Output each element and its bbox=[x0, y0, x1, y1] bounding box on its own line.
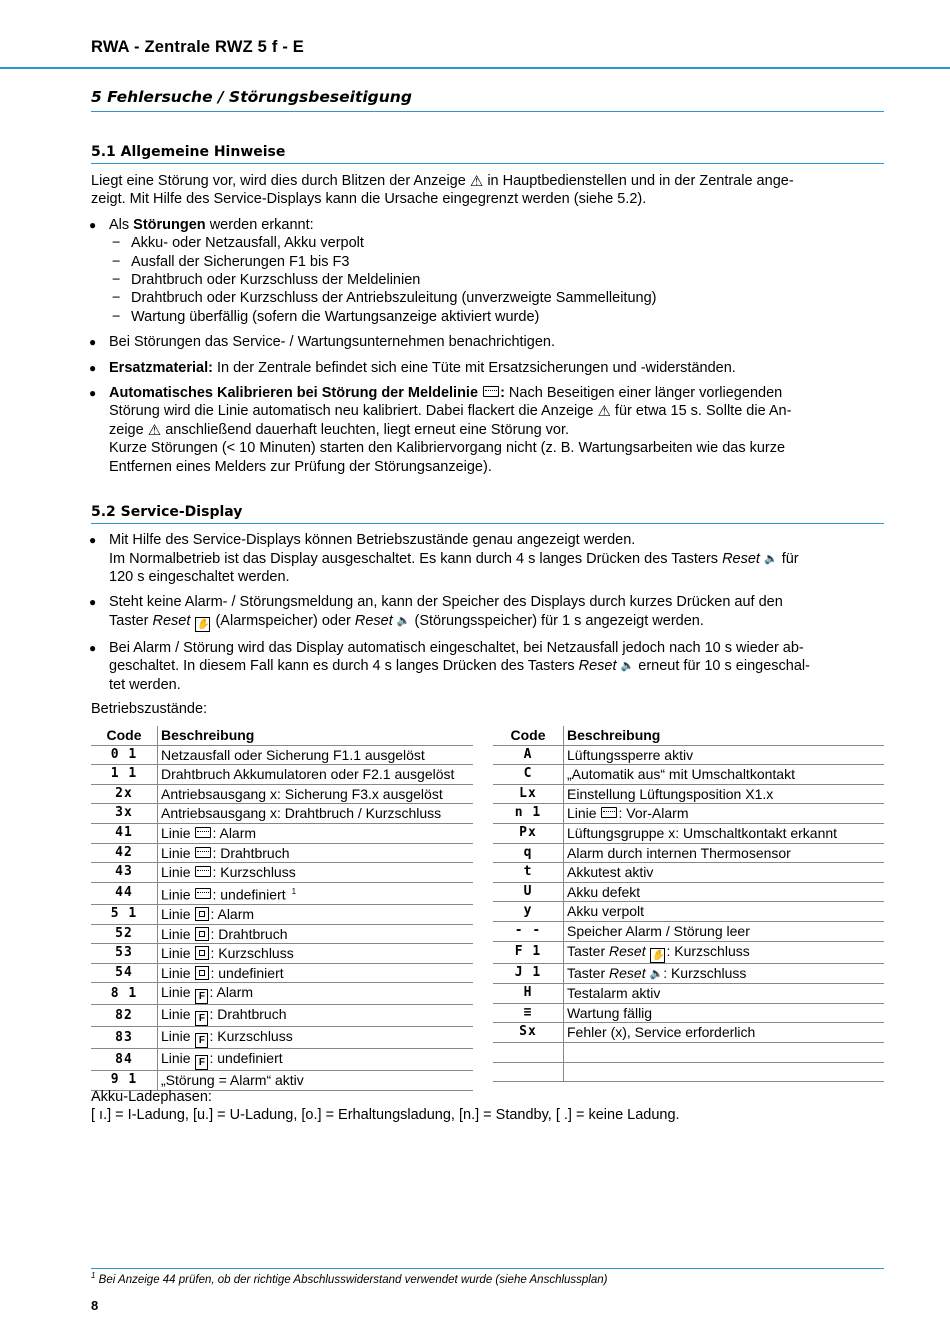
status-code: 41 bbox=[91, 823, 158, 843]
status-description bbox=[564, 745, 885, 765]
table-row bbox=[91, 1027, 473, 1049]
status-description bbox=[564, 784, 885, 804]
reset-label: Reset bbox=[578, 658, 617, 675]
status-code: n 1 bbox=[493, 804, 564, 824]
status-description bbox=[158, 863, 474, 883]
bullet-text: Im Normalbetrieb ist das Display ausgeschaltet. Es kann durch 4 s langes Drücken des Tasters bbox=[109, 550, 723, 567]
status-code: F 1 bbox=[493, 941, 564, 963]
document-title: RWA - Zentrale RWZ 5 f - E bbox=[91, 38, 304, 56]
status-description bbox=[158, 823, 474, 843]
description-text: : Kurzschluss bbox=[663, 964, 747, 981]
fault-item: − Akku- oder Netzausfall, Akku verpolt bbox=[109, 234, 884, 252]
description-text: : undefiniert bbox=[210, 964, 284, 981]
description-text: Drahtbruch Akkumulatoren oder F2.1 ausgelöst bbox=[161, 766, 455, 783]
bullet-text: für bbox=[777, 550, 799, 567]
description-text: Akkutest aktiv bbox=[567, 864, 654, 881]
table-row bbox=[493, 1003, 884, 1023]
bullet-text: 120 s eingeschaltet werden. bbox=[109, 568, 290, 585]
description-text: Alarm durch internen Thermosensor bbox=[567, 844, 791, 861]
detector-line-icon bbox=[195, 888, 211, 899]
description-text: : Kurzschluss bbox=[209, 1028, 293, 1045]
status-description bbox=[158, 804, 474, 824]
section-5-1-intro bbox=[91, 172, 884, 209]
speaker-icon: 🔈 bbox=[396, 614, 411, 627]
status-code: 54 bbox=[91, 963, 158, 983]
description-text: Lüftungssperre aktiv bbox=[567, 746, 694, 763]
description-text: Linie bbox=[161, 1028, 195, 1045]
status-description bbox=[158, 924, 474, 944]
detector-line-icon bbox=[601, 807, 617, 818]
status-description bbox=[564, 823, 885, 843]
bullet-bold: Störungen bbox=[133, 216, 206, 233]
status-code: - - bbox=[493, 921, 564, 941]
bullet-text: anschließend dauerhaft leuchten, liegt erneut eine Störung vor. bbox=[165, 421, 570, 438]
bullet-text: zeige bbox=[109, 421, 144, 438]
description-text: : Kurzschluss bbox=[212, 864, 296, 881]
bullet-text: werden erkannt: bbox=[205, 216, 314, 233]
list-item bbox=[91, 593, 884, 631]
column-header-description: Beschreibung bbox=[564, 726, 885, 745]
table-row bbox=[493, 921, 884, 941]
status-description bbox=[564, 804, 885, 824]
table-row bbox=[493, 823, 884, 843]
description-text: Taster bbox=[567, 942, 610, 959]
reset-label: Reset bbox=[609, 964, 646, 981]
description-text: „Automatik aus“ mit Umschaltkontakt bbox=[567, 766, 795, 783]
status-code: 2x bbox=[91, 784, 158, 804]
status-code: 44 bbox=[91, 882, 158, 904]
states-label: Betriebszustände: bbox=[91, 700, 208, 717]
bullet-text: Störung wird die Linie automatisch neu kalibriert. Dabei flackert die Anzeige bbox=[109, 403, 594, 420]
status-code: 8 1 bbox=[91, 983, 158, 1005]
status-description bbox=[158, 882, 474, 904]
status-code: 53 bbox=[91, 944, 158, 964]
table-row bbox=[493, 963, 884, 984]
table-row bbox=[493, 843, 884, 863]
table-row bbox=[493, 1062, 884, 1082]
description-text: : Alarm bbox=[210, 906, 255, 922]
smoke-detector-icon bbox=[195, 907, 209, 921]
description-text: : Kurzschluss bbox=[210, 945, 294, 962]
footnote-text: Bei Anzeige 44 prüfen, ob der richtige Abschlusswiderstand verwendet wurde (siehe Anschlussplan) bbox=[95, 1273, 608, 1286]
status-code: 42 bbox=[91, 843, 158, 863]
status-code: J 1 bbox=[493, 963, 564, 984]
status-description bbox=[158, 765, 474, 785]
status-code: 3x bbox=[91, 804, 158, 824]
description-text: Netzausfall oder Sicherung F1.1 ausgelöst bbox=[161, 746, 425, 763]
alarm-reset-icon: ✋ bbox=[196, 618, 210, 630]
description-text: : undefiniert bbox=[209, 1050, 283, 1067]
table-row bbox=[91, 804, 473, 824]
status-table-right bbox=[493, 726, 884, 1082]
table-row bbox=[91, 882, 473, 904]
charging-phases-label: Akku-Ladephasen: bbox=[91, 1089, 212, 1105]
table-row bbox=[91, 1049, 473, 1071]
warning-icon: ⚠ bbox=[147, 421, 162, 439]
status-description bbox=[564, 1062, 885, 1082]
status-description bbox=[158, 745, 474, 765]
table-row bbox=[91, 863, 473, 883]
status-code: 83 bbox=[91, 1027, 158, 1049]
list-item bbox=[91, 216, 884, 326]
bullet-text: Entfernen eines Melders zur Prüfung der Störungsanzeige). bbox=[109, 458, 492, 475]
status-code: 82 bbox=[91, 1005, 158, 1027]
status-code bbox=[493, 1062, 564, 1082]
smoke-detector-icon bbox=[195, 927, 209, 941]
status-description bbox=[158, 784, 474, 804]
status-code: 1 1 bbox=[91, 765, 158, 785]
bullet-text: (Störungsspeicher) für 1 s angezeigt werden. bbox=[410, 612, 704, 629]
status-code: 9 1 bbox=[91, 1071, 158, 1091]
description-text: Linie bbox=[161, 964, 195, 981]
bullet-text: geschaltet. In diesem Fall kann es durch 4 s langes Drücken des Tasters bbox=[109, 658, 579, 675]
smoke-detector-icon bbox=[195, 946, 209, 960]
description-text: : Alarm bbox=[212, 824, 257, 841]
fault-list bbox=[109, 234, 884, 326]
section-5-2-title: 5.2 Service-Display bbox=[91, 504, 884, 524]
fault-item: − Drahtbruch oder Kurzschluss der Meldelinien bbox=[109, 271, 884, 289]
bullet-text: In der Zentrale befindet sich eine Tüte mit Ersatzsicherungen und -widerständen. bbox=[212, 359, 736, 376]
table-row bbox=[493, 1023, 884, 1043]
status-code: 5 1 bbox=[91, 905, 158, 925]
main-content bbox=[91, 88, 884, 718]
status-description bbox=[564, 921, 885, 941]
speaker-icon: 🔈 bbox=[649, 967, 664, 980]
status-code: Px bbox=[493, 823, 564, 843]
column-header-code: Code bbox=[91, 726, 158, 745]
description-text: : Drahtbruch bbox=[210, 925, 288, 942]
table-row bbox=[91, 944, 473, 964]
charging-phases-text: [ ı.] = I-Ladung, [u.] = U-Ladung, [o.] = Erhaltungsladung, [n.] = Standby, [ .] = keine Ladung. bbox=[91, 1107, 680, 1124]
f-line-icon: F bbox=[195, 989, 208, 1004]
section-5-1-title: 5.1 Allgemeine Hinweise bbox=[91, 144, 884, 164]
detector-line-icon bbox=[195, 866, 211, 877]
bullet-text: Als bbox=[109, 216, 134, 233]
status-description bbox=[564, 984, 885, 1004]
header-rule bbox=[0, 67, 950, 69]
footnote bbox=[91, 1271, 607, 1286]
description-text: Linie bbox=[161, 886, 195, 903]
description-text: Linie bbox=[161, 824, 195, 841]
description-text: : Kurzschluss bbox=[666, 942, 750, 959]
description-text: „Störung = Alarm“ aktiv bbox=[161, 1072, 304, 1089]
status-description bbox=[564, 882, 885, 902]
status-description bbox=[564, 941, 885, 963]
description-text: Lüftungsgruppe x: Umschaltkontakt erkannt bbox=[567, 824, 838, 841]
status-description bbox=[564, 1003, 885, 1023]
status-code: 84 bbox=[91, 1049, 158, 1071]
table-row bbox=[493, 882, 884, 902]
section-5-1-bullets bbox=[91, 216, 884, 476]
f-line-icon: F bbox=[195, 1055, 208, 1070]
status-code: y bbox=[493, 902, 564, 922]
status-description bbox=[158, 963, 474, 983]
description-text: Linie bbox=[161, 906, 195, 922]
bullet-bold: : bbox=[500, 385, 505, 402]
reset-label: Reset bbox=[354, 612, 393, 629]
table-row bbox=[91, 823, 473, 843]
reset-label: Reset bbox=[152, 612, 191, 629]
table-row bbox=[91, 843, 473, 863]
table-row bbox=[91, 924, 473, 944]
table-row bbox=[493, 984, 884, 1004]
column-header-code: Code bbox=[493, 726, 564, 745]
table-row bbox=[91, 963, 473, 983]
table-row bbox=[493, 941, 884, 963]
table-row bbox=[91, 784, 473, 804]
footnote-rule bbox=[91, 1268, 884, 1269]
section-5-2-bullets bbox=[91, 531, 884, 694]
status-description bbox=[564, 863, 885, 883]
intro-text-c: zeigt. Mit Hilfe des Service-Displays kann die Ursache eingegrenzt werden (siehe 5.2). bbox=[91, 191, 647, 208]
description-text: : Drahtbruch bbox=[209, 1006, 287, 1023]
bullet-text: Bei Alarm / Störung wird das Display automatisch eingeschaltet, bei Netzausfall jedoch nach 10 s wieder ab- bbox=[109, 639, 804, 656]
intro-text-a: Liegt eine Störung vor, wird dies durch Blitzen der Anzeige bbox=[91, 173, 466, 189]
status-code: t bbox=[493, 863, 564, 883]
description-text: Antriebsausgang x: Sicherung F3.x ausgelöst bbox=[161, 785, 443, 802]
description-text: Antriebsausgang x: Drahtbruch / Kurzschluss bbox=[161, 805, 442, 822]
speaker-icon: 🔈 bbox=[763, 552, 778, 565]
bullet-text: für etwa 15 s. Sollte die An- bbox=[614, 403, 792, 420]
bullet-text: Nach Beseitigen einer länger vorliegenden bbox=[504, 385, 783, 402]
status-description bbox=[564, 902, 885, 922]
description-text: : undefiniert bbox=[212, 886, 286, 903]
bullet-text: Steht keine Alarm- / Störungsmeldung an, kann der Speicher des Displays durch kurzes Drücken auf den bbox=[109, 594, 783, 611]
alarm-reset-icon: ✋ bbox=[651, 949, 665, 961]
list-item bbox=[91, 384, 884, 476]
status-description bbox=[158, 944, 474, 964]
description-text: Linie bbox=[161, 925, 195, 942]
status-description bbox=[158, 983, 474, 1005]
f-line-icon: F bbox=[195, 1011, 208, 1026]
status-description bbox=[158, 905, 474, 925]
status-description bbox=[564, 963, 885, 984]
bullet-text: (Alarmspeicher) oder bbox=[211, 612, 355, 629]
status-code: U bbox=[493, 882, 564, 902]
f-line-icon: F bbox=[195, 1033, 208, 1048]
description-text: Linie bbox=[567, 805, 601, 822]
table-row bbox=[493, 784, 884, 804]
list-item bbox=[91, 333, 884, 351]
status-table-left bbox=[91, 726, 473, 1091]
status-code: q bbox=[493, 843, 564, 863]
bullet-text: Bei Störungen das Service- / Wartungsunternehmen benachrichtigen. bbox=[109, 334, 555, 351]
bullet-bold: Automatisches Kalibrieren bei Störung der Meldelinie bbox=[109, 385, 479, 402]
description-text: : Alarm bbox=[209, 984, 254, 1001]
reset-label: Reset bbox=[609, 942, 646, 959]
bullet-text: erneut für 10 s eingeschal- bbox=[634, 658, 810, 675]
page-header bbox=[0, 0, 950, 68]
warning-icon: ⚠ bbox=[597, 403, 611, 421]
description-text: Testalarm aktiv bbox=[567, 985, 661, 1002]
status-code: C bbox=[493, 765, 564, 785]
table-row bbox=[493, 745, 884, 765]
description-text: Einstellung Lüftungsposition X1.x bbox=[567, 785, 774, 802]
detector-line-icon bbox=[483, 386, 499, 397]
bullet-text: Mit Hilfe des Service-Displays können Betriebszustände genau angezeigt werden. bbox=[109, 532, 636, 549]
smoke-detector-icon bbox=[195, 966, 209, 980]
description-text: Linie bbox=[161, 844, 195, 861]
bullet-text: tet werden. bbox=[109, 676, 181, 693]
status-code: Lx bbox=[493, 784, 564, 804]
table-row bbox=[493, 804, 884, 824]
description-text: Taster bbox=[567, 964, 610, 981]
warning-icon: ⚠ bbox=[469, 173, 484, 190]
description-text: Wartung fällig bbox=[567, 1004, 653, 1021]
table-row bbox=[91, 905, 473, 925]
description-text: Linie bbox=[161, 864, 195, 881]
list-item bbox=[91, 531, 884, 586]
detector-line-icon bbox=[195, 827, 211, 838]
table-row bbox=[91, 765, 473, 785]
list-item bbox=[91, 639, 884, 694]
status-code: Sx bbox=[493, 1023, 564, 1043]
description-text: Speicher Alarm / Störung leer bbox=[567, 922, 750, 939]
column-header-description: Beschreibung bbox=[158, 726, 474, 745]
table-row bbox=[91, 1005, 473, 1027]
status-code: 0 1 bbox=[91, 745, 158, 765]
description-text: Linie bbox=[161, 945, 195, 962]
table-row bbox=[493, 902, 884, 922]
chapter-title: 5 Fehlersuche / Störungsbeseitigung bbox=[91, 88, 884, 112]
status-description bbox=[564, 1042, 885, 1062]
description-text: Linie bbox=[161, 1006, 195, 1023]
intro-text-b: in Hauptbedienstellen und in der Zentrale ange- bbox=[487, 173, 794, 189]
status-code: H bbox=[493, 984, 564, 1004]
status-description bbox=[158, 1005, 474, 1027]
fault-item: − Ausfall der Sicherungen F1 bis F3 bbox=[109, 253, 884, 271]
page-number: 8 bbox=[91, 1298, 99, 1313]
status-description bbox=[158, 1049, 474, 1071]
footnote-marker: 1 bbox=[291, 886, 297, 896]
description-text: Linie bbox=[161, 984, 195, 1001]
bullet-bold: Ersatzmaterial: bbox=[109, 359, 213, 376]
description-text: : Vor-Alarm bbox=[618, 805, 689, 822]
charging-phases bbox=[91, 1088, 884, 1125]
status-description bbox=[564, 843, 885, 863]
bullet-text: Kurze Störungen (< 10 Minuten) starten den Kalibriervorgang nicht (z. B. Wartungsarbeiten wie das kurze bbox=[109, 440, 786, 457]
footnote-number: 1 bbox=[91, 1271, 96, 1280]
bullet-text: Taster bbox=[109, 612, 153, 629]
status-code: 43 bbox=[91, 863, 158, 883]
status-code: 52 bbox=[91, 924, 158, 944]
table-row bbox=[493, 863, 884, 883]
status-code bbox=[493, 1042, 564, 1062]
description-text: : Drahtbruch bbox=[212, 844, 290, 861]
status-description bbox=[564, 765, 885, 785]
table-row bbox=[493, 1042, 884, 1062]
status-description bbox=[564, 1023, 885, 1043]
speaker-icon: 🔈 bbox=[620, 660, 635, 673]
description-text: Akku verpolt bbox=[567, 903, 645, 920]
table-row bbox=[91, 983, 473, 1005]
description-text: Akku defekt bbox=[567, 883, 641, 900]
table-row bbox=[91, 745, 473, 765]
list-item bbox=[91, 359, 884, 377]
status-code: A bbox=[493, 745, 564, 765]
status-description bbox=[158, 1027, 474, 1049]
description-text: Linie bbox=[161, 1050, 195, 1067]
fault-item: − Wartung überfällig (sofern die Wartungsanzeige aktiviert wurde) bbox=[109, 308, 884, 326]
status-code: ≡ bbox=[493, 1003, 564, 1023]
description-text: Fehler (x), Service erforderlich bbox=[567, 1024, 756, 1041]
detector-line-icon bbox=[195, 847, 211, 858]
status-description bbox=[158, 843, 474, 863]
reset-label: Reset bbox=[722, 550, 760, 567]
table-row bbox=[493, 765, 884, 785]
fault-item: − Drahtbruch oder Kurzschluss der Antriebszuleitung (unverzweigte Sammelleitung) bbox=[109, 289, 884, 307]
